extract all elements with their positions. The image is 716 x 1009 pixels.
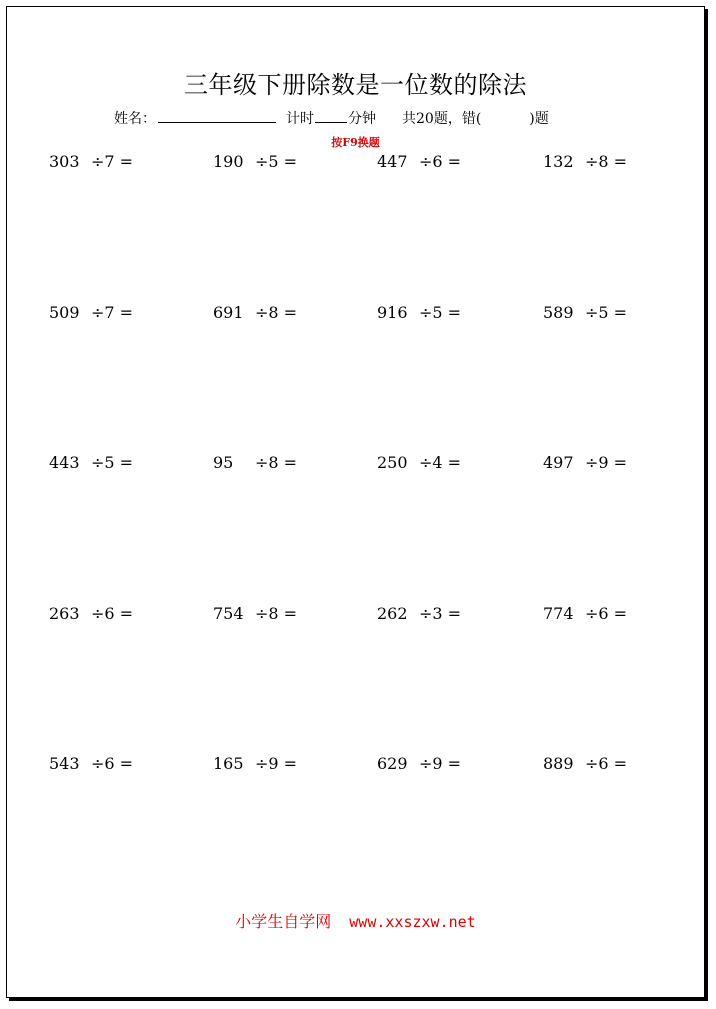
division-problem — [543, 453, 627, 472]
divisor-expression: ÷7 = — [91, 303, 134, 322]
time-blank — [315, 110, 347, 123]
student-info-line — [114, 108, 549, 128]
dividend: 263 — [49, 604, 80, 623]
dividend: 916 — [377, 303, 408, 322]
divisor-expression: ÷8 = — [255, 453, 298, 472]
dividend: 303 — [49, 152, 80, 171]
refresh-hint: 按F9换题 — [331, 136, 380, 149]
divisor-expression: ÷8 = — [585, 152, 628, 171]
division-problem — [49, 303, 133, 322]
divisor-expression: ÷5 = — [255, 152, 298, 171]
dividend: 509 — [49, 303, 80, 322]
dividend: 774 — [543, 604, 574, 623]
division-problem — [213, 453, 297, 472]
dividend: 190 — [213, 152, 244, 171]
dividend: 691 — [213, 303, 244, 322]
division-problem — [543, 303, 627, 322]
divisor-expression: ÷5 = — [419, 303, 462, 322]
divisor-expression: ÷4 = — [419, 453, 462, 472]
site-url: www.xxszxw.net — [349, 913, 476, 931]
division-problem — [377, 453, 461, 472]
name-label: 姓名： — [114, 111, 156, 127]
divisor-expression: ÷9 = — [419, 754, 462, 773]
divisor-expression: ÷8 = — [255, 604, 298, 623]
division-problem — [213, 152, 297, 171]
division-problem — [543, 754, 627, 773]
worksheet-title: 三年级下册除数是一位数的除法 — [184, 71, 527, 99]
dividend: 443 — [49, 453, 80, 472]
dividend: 497 — [543, 453, 574, 472]
total-label: 共20题，错( — [402, 111, 482, 127]
division-problem — [377, 754, 461, 773]
site-name: 小学生自学网 — [235, 912, 332, 931]
time-label: 计时 — [286, 111, 314, 127]
divisor-expression: ÷7 = — [91, 152, 134, 171]
worksheet-page — [6, 6, 705, 998]
divisor-expression: ÷6 = — [585, 754, 628, 773]
dividend: 165 — [213, 754, 244, 773]
dividend: 250 — [377, 453, 408, 472]
minute-label: 分钟 — [348, 111, 376, 127]
dividend: 262 — [377, 604, 408, 623]
division-problem — [49, 152, 133, 171]
divisor-expression: ÷6 = — [585, 604, 628, 623]
wrong-suffix: )题 — [529, 111, 549, 127]
dividend: 447 — [377, 152, 408, 171]
division-problem — [543, 152, 627, 171]
division-problem — [49, 754, 133, 773]
dividend: 889 — [543, 754, 574, 773]
dividend: 754 — [213, 604, 244, 623]
divisor-expression: ÷6 = — [91, 754, 134, 773]
dividend: 629 — [377, 754, 408, 773]
footer — [7, 909, 704, 932]
name-blank — [158, 110, 276, 123]
division-problem — [377, 604, 461, 623]
divisor-expression: ÷6 = — [419, 152, 462, 171]
dividend: 589 — [543, 303, 574, 322]
divisor-expression: ÷3 = — [419, 604, 462, 623]
divisor-expression: ÷5 = — [585, 303, 628, 322]
division-problem — [377, 152, 461, 171]
division-problem — [213, 754, 297, 773]
dividend: 543 — [49, 754, 80, 773]
division-problem — [213, 604, 297, 623]
division-problem — [49, 604, 133, 623]
dividend: 132 — [543, 152, 574, 171]
divisor-expression: ÷9 = — [255, 754, 298, 773]
division-problem — [49, 453, 133, 472]
dividend: 95 — [213, 453, 234, 472]
division-problem — [377, 303, 461, 322]
division-problem — [543, 604, 627, 623]
divisor-expression: ÷5 = — [91, 453, 134, 472]
divisor-expression: ÷6 = — [91, 604, 134, 623]
divisor-expression: ÷8 = — [255, 303, 298, 322]
divisor-expression: ÷9 = — [585, 453, 628, 472]
division-problem — [213, 303, 297, 322]
